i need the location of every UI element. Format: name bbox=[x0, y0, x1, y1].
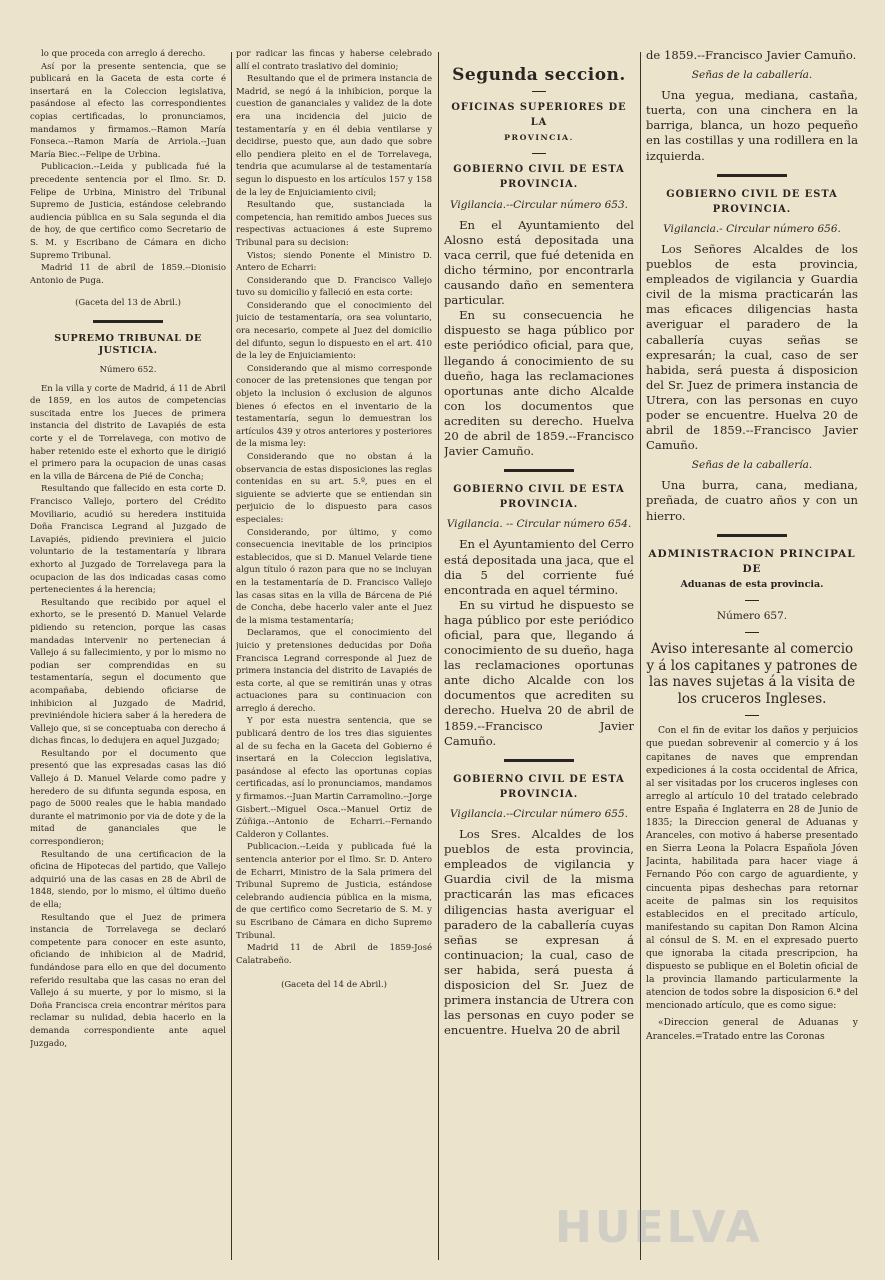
gobierno-heading: GOBIERNO CIVIL DE ESTA PROVINCIA. bbox=[666, 188, 838, 215]
column-2 bbox=[236, 48, 432, 1265]
column-rule bbox=[231, 52, 232, 1260]
separator bbox=[532, 153, 546, 154]
separator bbox=[745, 632, 759, 633]
paragraph: Madrid 11 de abril de 1859.--Dionisio Antonio de Puga. bbox=[30, 263, 226, 286]
gaceta-citation: (Gaceta del 13 de Abril.) bbox=[75, 298, 181, 309]
watermark: HUELVA bbox=[555, 1202, 763, 1253]
paragraph: «Direccion general de Aduanas y Aranceles.=Tratado entre las Coronas bbox=[646, 1017, 858, 1042]
section-heading bbox=[646, 547, 858, 592]
paragraph: Los Señores Alcaldes de los pueblos de esta provincia, empleados de vigilancia y Guardia civil de la misma practicarán las mas eficaces diligencias hasta averiguar el paradero de la caballería cuyas señas se expresarán; la cual, caso de ser habida, será puesta á disposicion del Sr. Juez de primera instancia de Utrera, con las personas en cuyo poder se encuentre. Huelva 20 de abril de 1859.--Francisco Javier Camuño. bbox=[646, 241, 858, 453]
separator bbox=[717, 534, 787, 537]
numero: Número 657. bbox=[716, 609, 788, 622]
paragraph: Declaramos, que el conocimiento del juicio y pretensiones deducidas por Doña Francisca Legrand corresponde al Juez de primera instancia del distrito de Lavapiés de esta corte, al que se remitirán unas y otras actuaciones para su continuacion con arreglo á derecho. bbox=[236, 628, 432, 714]
section-heading: SUPREMO TRIBUNAL DE JUSTICIA. bbox=[54, 332, 202, 357]
circular-label: Vigilancia.- Circular número 656. bbox=[663, 222, 841, 235]
senas-heading: Señas de la caballería. bbox=[691, 69, 813, 82]
separator bbox=[532, 91, 546, 92]
paragraph: Con el fin de evitar los daños y perjuicios que puedan sobrevenir al comercio y á los capitanes de naves que emprendan expediciones á la costa occidental de Africa, al ser visitadas por los cruceros ingleses con arreglo al artículo 10 del tratado celebrado entre España é Inglaterra en 28 de Junio de 1835; la Direccion general de Aduanas y Aranceles, con motivo á haberse presentado en Sierra Leona la Polacra Española Jóven Jacinta, habilitada para hacer viage á Fernando Póo con cargo de aguardiente, y cincuenta pipas deshechas para retornar aceite de palmas sin los requisitos establecidos en el precitado artículo, manifestando su capitan Don Ramon Alcina al cónsul de S. M. en el expresado puerto que ignoraba la citada prescripcion, ha dispuesto se publique en el Boletin oficial de la provincia llamando particularmente la atencion de todos sobre la disposicion 6.ª del mencionado artículo, que es como sigue: bbox=[646, 725, 858, 1012]
paragraph: Madrid 11 de Abril de 1859-José Calatrabeño. bbox=[236, 943, 432, 966]
paragraph: Resultando que, sustanciada la competencia, han remitido ambos Jueces sus respectivas actuaciones á este Supremo Tribunal para su decision: bbox=[236, 200, 432, 248]
paragraph: Vistos; siendo Ponente el Ministro D. Antero de Echarri: bbox=[236, 250, 432, 274]
separator bbox=[504, 759, 574, 762]
paragraph: En el Ayuntamiento del Cerro está depositada una jaca, que el dia 5 del corriente fué encontrada en aquel término. bbox=[444, 537, 634, 597]
column-3 bbox=[444, 48, 634, 1265]
paragraph: Publicacion.--Leida y publicada fué la sentencia anterior por el Ilmo. Sr. D. Antero de Echarri, Ministro de la Sala primera del Tribunal Supremo de Justicia, estándose celebrando audiencia pública en la misma, de que certifico como Secretario de S. M. y su Escribano de Cámara en dicho Supremo Tribunal. bbox=[236, 842, 432, 941]
gobierno-heading: GOBIERNO CIVIL DE ESTA PROVINCIA. bbox=[453, 773, 625, 800]
gobierno-heading: GOBIERNO CIVIL DE ESTA PROVINCIA. bbox=[453, 484, 625, 511]
separator bbox=[93, 320, 163, 323]
separator bbox=[745, 715, 759, 716]
paragraph: En su consecuencia he dispuesto se haga público por este periódico oficial, para que, llegando á conocimiento de su dueño, haga las reclamaciones oportunas ante dicho Alcalde con los documentos que acrediten su derecho. Huelva 20 de abril de 1859.--Francisco Javier Camuño. bbox=[444, 308, 634, 459]
paragraph: de 1859.--Francisco Javier Camuño. bbox=[646, 48, 857, 62]
section-heading bbox=[444, 100, 634, 145]
paragraph: Resultando que el de primera instancia de Madrid, se negó á la inhibicion, porque la cuestion de gananciales y validez de la dote era una incidencia del juicio de testamentaría y en él debia ventilarse y decidirse, puesto que, aun dado que sobre ello pendiera pleito en el de Torrelavega, tendria que acumularse al de testamentaría segun lo dispuesto en los artículos 157 y 158 de la ley de Enjuiciamiento civil; bbox=[236, 74, 432, 198]
paragraph: Resultando por el documento que presentó que las expresadas casas las dió Vallejo á D. Manuel Velarde como padre y heredero de su difunta segunda esposa, en pago de 5000 reales que le habia mandado durante el matrimonio por via de dote y de la mitad de gananciales que le correspondieron; bbox=[30, 748, 226, 848]
paragraph: En la villa y corte de Madrid, á 11 de Abril de 1859, en los autos de competencias suscitada entre los Jueces de primera instancia del distrito de Lavapiés de esta corte y el de Torrelavega, con motivo de haber retenido este el exhorto que le dirigió el primero para la ocupacion de unas casas en la villa de Bárcena de Pié de Concha; bbox=[30, 383, 226, 482]
heading-subtext: PROVINCIA. bbox=[504, 133, 574, 143]
paragraph: Considerando que no obstan á la observancia de estas disposiciones las reglas contenidas en su art. 5.º, pues en el siguiente se advierte que se entiendan sin perjuicio de lo dispuesto para casos especiales: bbox=[236, 452, 432, 525]
paragraph: Así por la presente sentencia, que se publicará en la Gaceta de esta corte é insertará en la Coleccion legislativa, pasándose al efecto las correspondientes copias certificadas, lo pronunciamos, mandamos y firmamos.--Ramon María Fonseca.--Ramon María de Arriola.--Juan María Biec.--Felipe de Urbina. bbox=[30, 61, 226, 160]
paragraph: por radicar las fincas y haberse celebrado allí el contrato traslativo del dominio; bbox=[236, 49, 432, 72]
separator bbox=[504, 469, 574, 472]
circular-label: Vigilancia.--Circular número 655. bbox=[450, 807, 628, 820]
heading-subtext: Aduanas de esta provincia. bbox=[680, 578, 824, 590]
paragraph: Publicacion.--Leida y publicada fué la precedente sentencia por el Ilmo. Sr. D. Felipe de Urbina, Ministro del Tribunal Supremo de Justicia, estándose celebrando audiencia pública en su Sala segunda el dia de hoy, de que certifico como Secretario de S. M. y Escribano de Cámara en dicho Supremo Tribunal. bbox=[30, 162, 226, 261]
paragraph: Y por esta nuestra sentencia, que se publicará dentro de los tres dias siguientes al de su fecha en la Gaceta del Gobierno é insertará en la Coleccion legislativa, pasándose al efecto las oportunas copias certificadas, así lo pronunciamos, mandamos y firmamos.--Juan Martin Carramolino.--Jorge Gisbert.--Miguel Osca.--Manuel Ortiz de Zúñiga.--Antonio de Echarri.--Fernando Calderon y Collantes. bbox=[236, 716, 432, 840]
numero: Número 652. bbox=[99, 365, 157, 376]
aviso-title: Aviso interesante al comercio y á los capitanes y patrones de las naves sujetas á la visita de los cruceros Ingleses. bbox=[646, 641, 858, 707]
separator bbox=[717, 174, 787, 177]
paragraph: Resultando de una certificacion de la oficina de Hipotecas del partido, que Vallejo adquirió una de las casas en 28 de Abril de 1848, siendo, por lo mismo, el último dueño de ella; bbox=[30, 849, 226, 910]
paragraph: En el Ayuntamiento del Alosno está depositada una vaca cerril, que fué detenida en dicho término, por encontrarla causando daño en sementera particular. bbox=[444, 217, 634, 308]
paragraph: En su virtud he dispuesto se haga público por este periódico oficial, para que, llegando á conocimiento de su dueño, haga las reclamaciones oportunas ante dicho Alcalde con los documentos que acrediten su derecho. Huelva 20 de abril de 1859.--Francisco Javier Camuño. bbox=[444, 597, 634, 748]
paragraph: Una yegua, mediana, castaña, tuerta, con una cinchera en la barriga, blanca, un hozo pequeño en las costillas y una rodillera en la izquierda. bbox=[646, 88, 858, 163]
section-title: Segunda seccion. bbox=[452, 65, 626, 85]
paragraph: Los Sres. Alcaldes de los pueblos de esta provincia, empleados de vigilancia y Guardia civil de la misma practicarán las mas eficaces diligencias hasta averiguar el paradero de la caballería cuyas señas se expresan á continuacion; la cual, caso de ser habida, será puesta á disposicion del Sr. Juez de primera instancia de Utrera con las personas en cuyo poder se encuentre. Huelva 20 de abril bbox=[444, 827, 634, 1038]
gaceta-citation: (Gaceta del 14 de Abril.) bbox=[281, 980, 387, 991]
gobierno-heading: GOBIERNO CIVIL DE ESTA PROVINCIA. bbox=[453, 164, 625, 191]
paragraph: Resultando que fallecido en esta corte D. Francisco Vallejo, portero del Crédito Moviliario, acudió su heredera instituida Doña Francisca Legrand al Juzgado de Lavapiés, pidiendo previniera el juicio voluntario de la testamentaría y librara exhorto al Juzgado de Torrelavega para la ocupacion de las dos indicadas casas como pertenecientes á la herencia; bbox=[30, 484, 226, 596]
separator bbox=[745, 600, 759, 601]
paragraph: Considerando que al mismo corresponde conocer de las pretensiones que tengan por objeto la inclusion ó exclusion de algunos bienes ó efectos en el inventario de la testamentaría, segun lo demuestran los artículos 439 y otros anteriores y posteriores de la misma ley: bbox=[236, 363, 432, 450]
paragraph: lo que proceda con arreglo á derecho. bbox=[41, 49, 206, 59]
heading-text: ADMINISTRACION PRINCIPAL DE bbox=[648, 547, 856, 575]
paragraph: Considerando, por último, y como consecuencia inevitable de los principios establecidos, que si D. Manuel Velarde tiene algun título ó razon para que no se incluyan en la testamentaría de D. Francisco Vallejo las casas sitas en la villa de Bárcena de Pié de Concha, debe hacerlo valer ante el Juez de la misma testamentaría; bbox=[236, 527, 432, 626]
paragraph: Resultando que el Juez de primera instancia de Torrelavega se declaró competente para conocer en este asunto, oficiando de inhibicion al de Madrid, fundándose para ello en que del documento referido resultaba que las casas no eran del Vallejo á su muerte, y por lo mismo, si la Doña Francisca creia encontrar méritos para reclamar su nulidad, debia hacerlo en la demanda correspondiente ante aquel Juzgado, bbox=[30, 912, 226, 1049]
paragraph: Resultando que recibido por aquel el exhorto, se le presentó D. Manuel Velarde pidiendo su retencion, porque las casas mandadas intervenir no pertenecian á Vallejo á su fallecimiento, y por lo mismo no podian ser comprendidas en su testamentaría, segun el documento que acompañaba, debiendo oficiarse de inhibicion al Juzgado de Madrid, previniéndole hiciera saber á la heredera de Vallejo que, si se conceptuaba con derecho á dichas fincas, lo dedujera en aquel Juzgado; bbox=[30, 597, 226, 747]
paragraph: Una burra, cana, mediana, preñada, de cuatro años y con un hierro. bbox=[646, 478, 858, 523]
column-rule bbox=[640, 52, 641, 1260]
paragraph: Considerando que D. Francisco Vallejo tuvo su domicilio y falleció en esta corte: bbox=[236, 275, 432, 299]
heading-text: OFICINAS SUPERIORES DE LA bbox=[451, 102, 627, 129]
column-4 bbox=[646, 48, 858, 1265]
circular-label: Vigilancia.--Circular número 653. bbox=[450, 198, 628, 211]
column-rule bbox=[438, 52, 439, 1260]
circular-label: Vigilancia. -- Circular número 654. bbox=[446, 518, 632, 531]
senas-heading: Señas de la caballería. bbox=[691, 459, 813, 472]
column-1 bbox=[30, 48, 226, 1265]
paragraph: Considerando que el conocimiento del juicio de testamentaría, ora sea voluntario, ora necesario, compete al Juez del domicilio del difunto, segun lo dispuesto en el art. 410 de la ley de Enjuiciamiento: bbox=[236, 300, 432, 362]
